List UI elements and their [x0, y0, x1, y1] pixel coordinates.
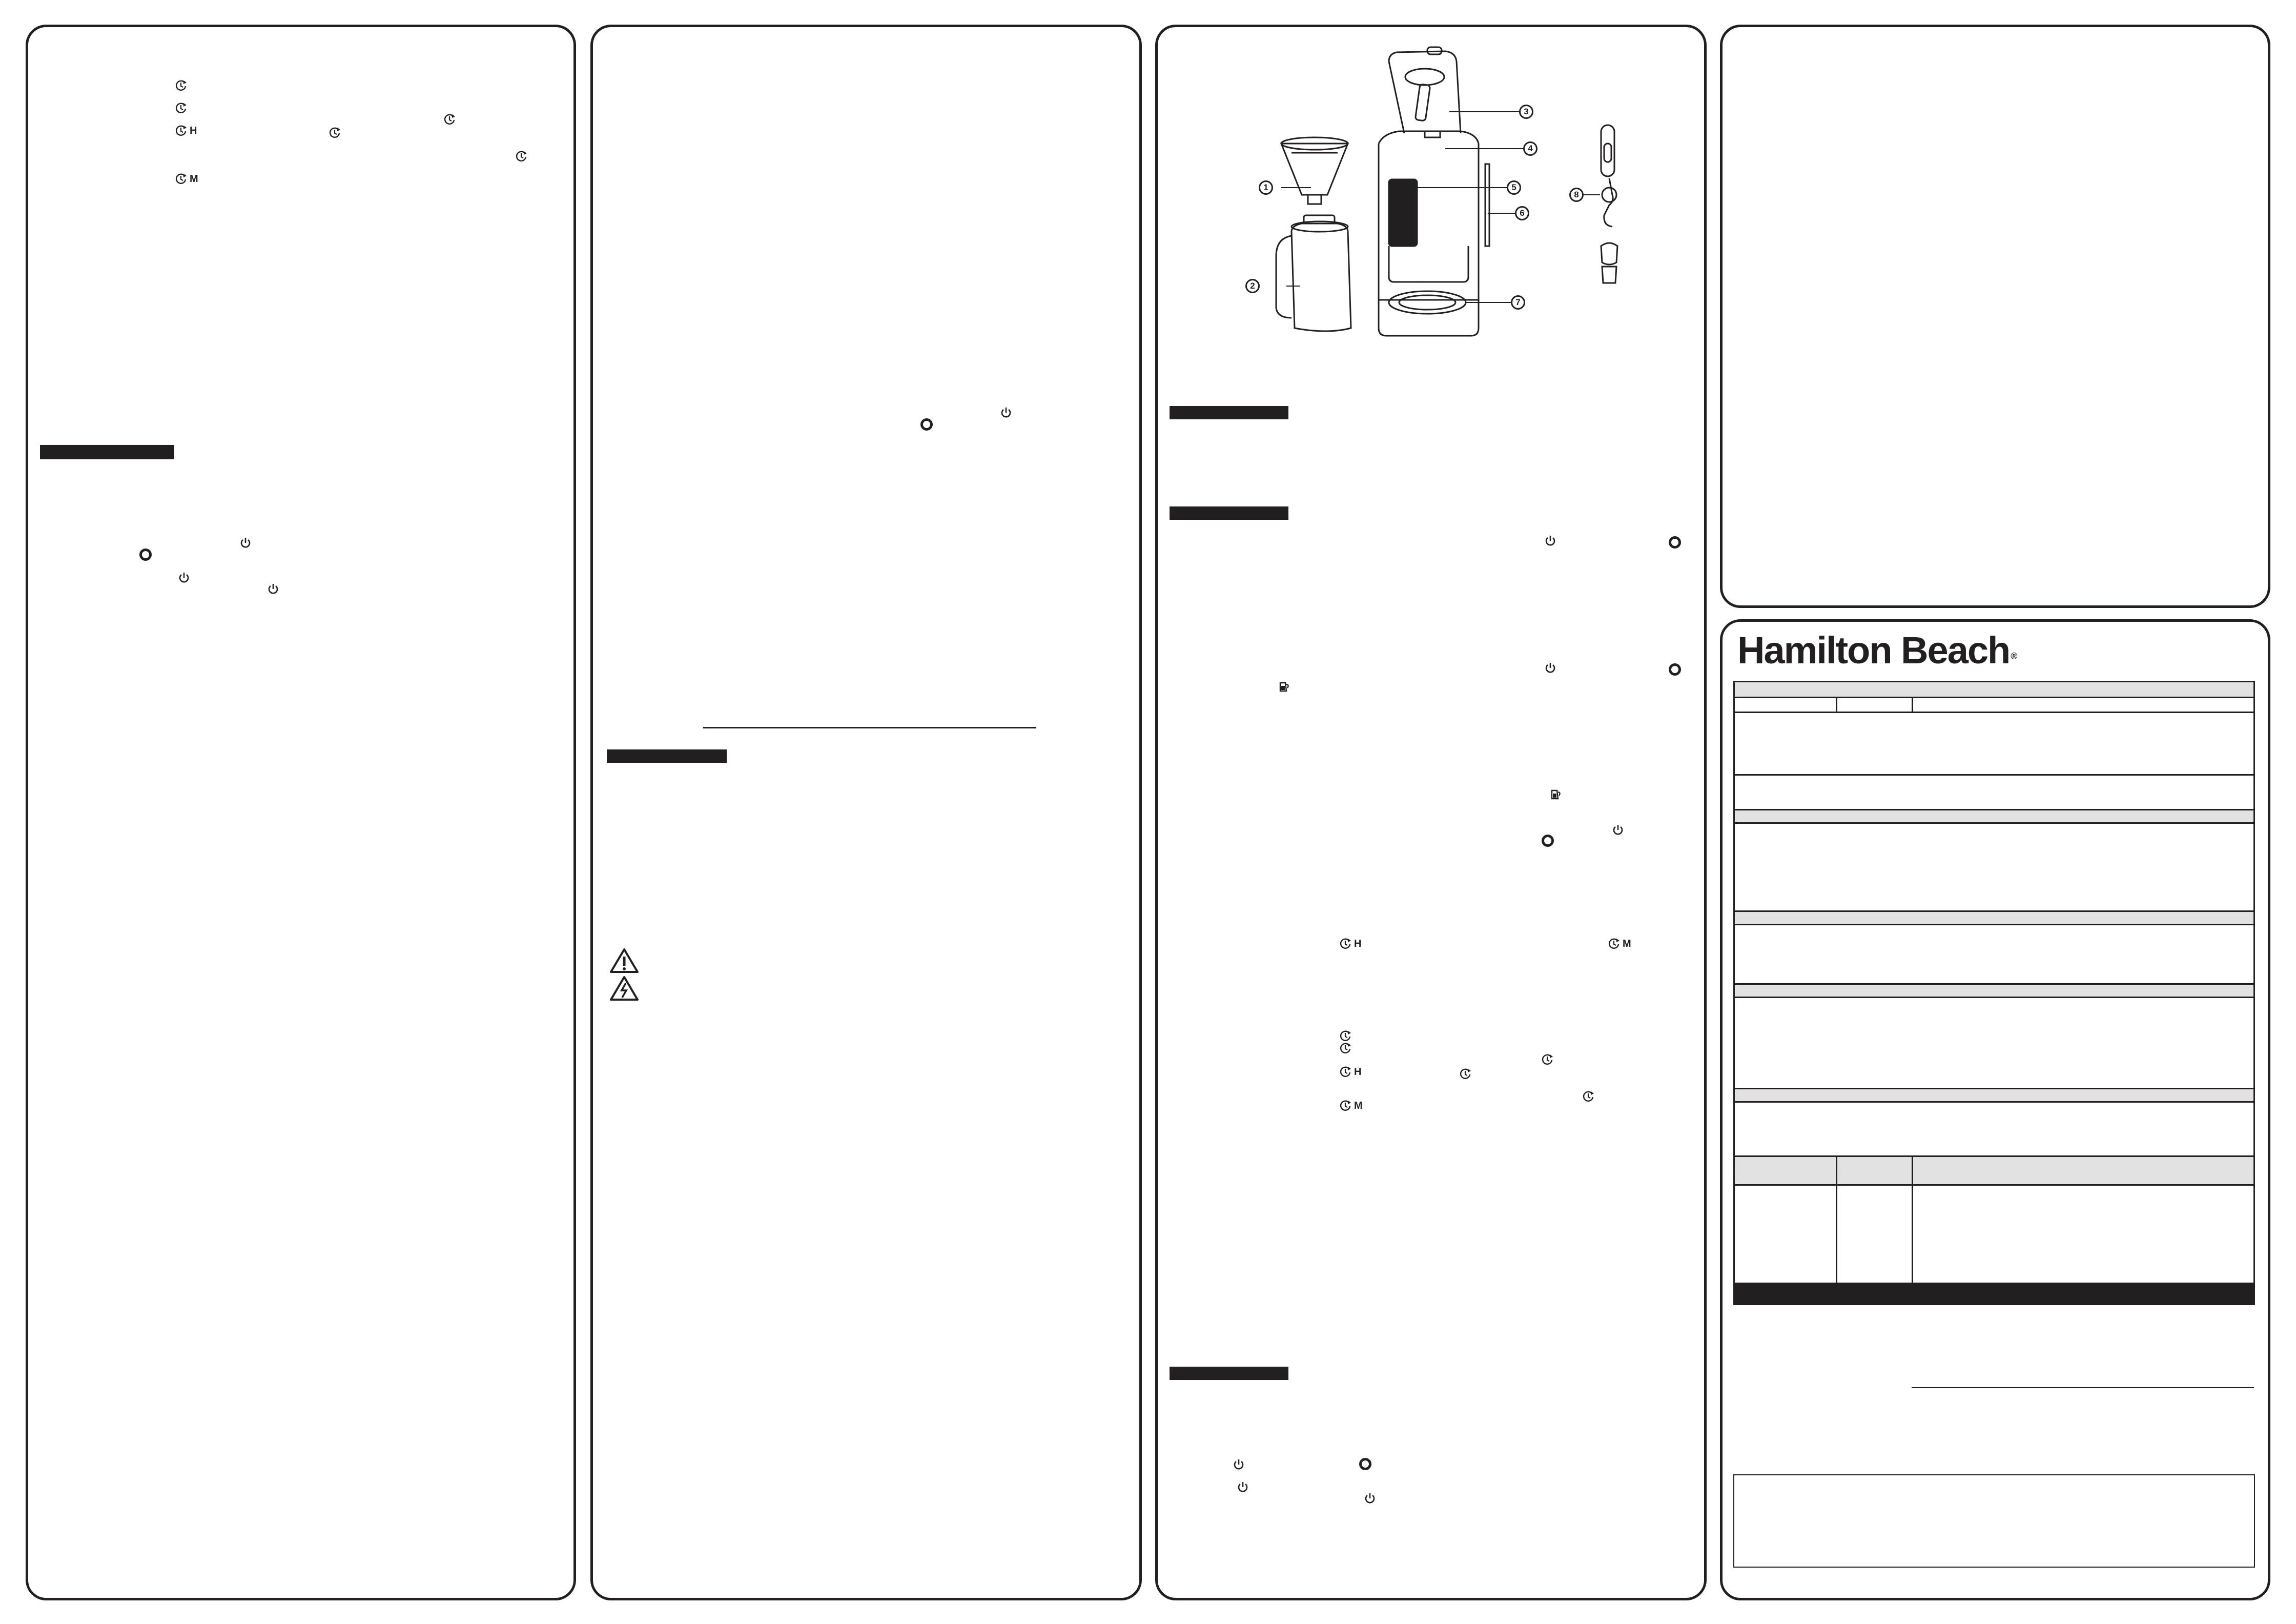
- table-rule: [1733, 924, 2255, 925]
- indicator-light-icon: [1669, 663, 1681, 676]
- power-icon: [1231, 1457, 1246, 1472]
- section-heading-bar: [40, 445, 174, 459]
- callout-2: 2: [1245, 279, 1260, 293]
- callout-6: 6: [1515, 206, 1529, 220]
- power-icon: [1235, 1479, 1250, 1495]
- table-section-row: [1735, 810, 2253, 822]
- brand-logo: Hamilton Beach ®: [1737, 629, 2017, 672]
- callout-4: 4: [1523, 141, 1537, 156]
- coffee-maker-body: [1379, 131, 1489, 336]
- table-header-row: [1735, 682, 2253, 697]
- carafe-icon: [1548, 786, 1563, 802]
- table-rule: [1912, 1155, 1913, 1284]
- clock-arrow-icon: [173, 100, 189, 116]
- hold-mode-icon: H: [1338, 936, 1361, 951]
- carafe: [1276, 215, 1351, 331]
- table-rule: [1733, 1184, 2255, 1186]
- power-icon: [1362, 1491, 1378, 1506]
- page-panel-1: [26, 25, 576, 1600]
- table-section-row: [1735, 1089, 2253, 1101]
- power-icon: [998, 405, 1014, 420]
- callout-8: 8: [1569, 188, 1584, 202]
- table-rule: [1733, 910, 2255, 912]
- section-heading-bar: [1170, 1367, 1288, 1380]
- divider-line: [1912, 1387, 2254, 1388]
- minutes-mode-icon: M: [1606, 936, 1631, 951]
- indicator-light-icon: [139, 549, 152, 561]
- callout-3: 3: [1519, 105, 1533, 119]
- power-icon: [265, 581, 281, 597]
- carafe-icon: [1276, 679, 1292, 694]
- clock-arrow-icon: [327, 125, 342, 140]
- clock-arrow-icon: [1540, 1052, 1555, 1067]
- indicator-light-icon: [1359, 1458, 1371, 1470]
- table-rule: [1733, 697, 2255, 698]
- table-rule: [1733, 1101, 2255, 1103]
- indicator-light-icon: [1542, 835, 1554, 847]
- table-rule: [1733, 822, 2255, 824]
- divider-line: [703, 727, 1036, 728]
- hold-mode-icon: H: [173, 123, 197, 138]
- notice-box: [1733, 1474, 2255, 1568]
- clock-arrow-icon: [1581, 1089, 1596, 1104]
- section-heading-bar: [607, 749, 727, 763]
- clock-arrow-icon: [173, 78, 189, 93]
- table-rule: [1733, 712, 2255, 713]
- indicator-light-icon: [920, 418, 933, 431]
- table-rule: [1733, 997, 2255, 998]
- power-icon: [1610, 822, 1626, 838]
- brew-basket: [1281, 137, 1348, 204]
- table-rule: [1733, 809, 2255, 810]
- clock-arrow-icon: [1338, 1041, 1353, 1056]
- table-rule: [1733, 1155, 2255, 1157]
- hold-mode-icon: H: [1338, 1064, 1361, 1080]
- electrical-hazard-icon: [609, 975, 640, 1002]
- callout-5: 5: [1507, 180, 1521, 195]
- clock-arrow-icon: [514, 149, 529, 164]
- callout-7: 7: [1511, 295, 1525, 310]
- clock-arrow-icon: [442, 112, 457, 127]
- table-rule: [1733, 774, 2255, 776]
- indicator-light-icon: [1669, 536, 1681, 549]
- table-rule: [1912, 697, 1913, 713]
- table-rule: [1836, 1155, 1837, 1284]
- table-column-header-row: [1735, 1156, 2253, 1184]
- minutes-mode-icon: M: [1338, 1098, 1363, 1113]
- warning-triangle-icon: [609, 947, 640, 974]
- clock-arrow-icon: [1458, 1066, 1473, 1082]
- minutes-mode-icon: M: [173, 171, 198, 187]
- table-rule: [1733, 1088, 2255, 1089]
- power-icon: [1543, 660, 1558, 676]
- page-panel-4-top: [1720, 25, 2270, 608]
- section-heading-bar: [1170, 406, 1288, 419]
- power-icon: [238, 535, 253, 551]
- cleaning-tools: [1601, 125, 1617, 283]
- table-rule: [1836, 697, 1837, 713]
- power-icon: [1543, 533, 1558, 549]
- reservoir-lid: [1389, 47, 1461, 137]
- callout-1: 1: [1259, 180, 1273, 195]
- table-section-row: [1735, 984, 2253, 997]
- table-footer-bar: [1733, 1283, 2255, 1305]
- power-icon: [176, 570, 192, 585]
- section-heading-bar: [1170, 506, 1288, 520]
- page-panel-2: [590, 25, 1142, 1600]
- table-section-row: [1735, 911, 2253, 924]
- table-rule: [1733, 983, 2255, 985]
